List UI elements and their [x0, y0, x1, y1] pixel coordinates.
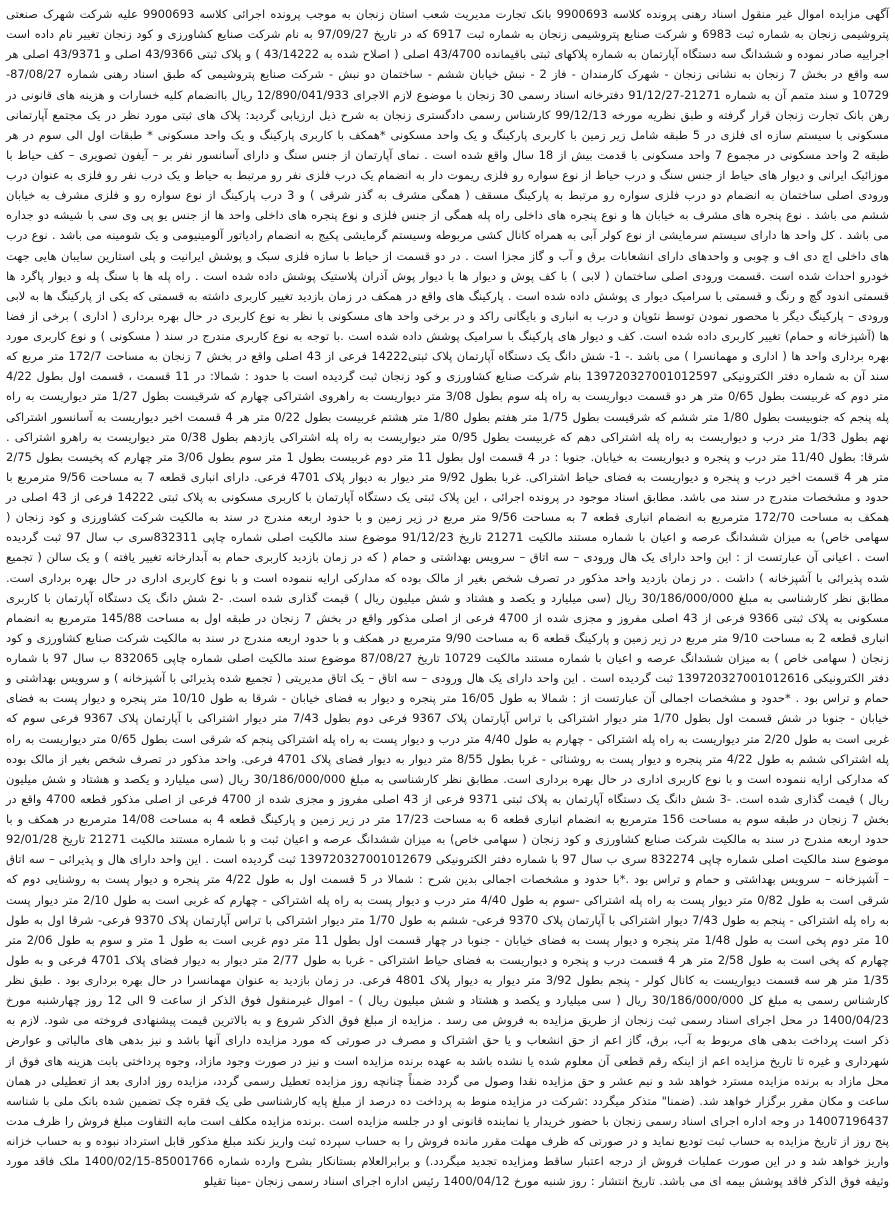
auction-notice-text: آگهی مزایده اموال غیر منقول اسناد رهنی پرونده کلاسه 9900693 بانک تجارت مدیریت شعب استان زنجان به موجب پرونده اجرائی کلاسه 9900693 علیه شرکت شهرک صنعتی پتروشیمی زنجان به شماره ثبت 6983 و شرکت صنایع پتروشیمی زنجان به شماره ثبت 6917 که در تاریخ 97/09/27 به نام شرکت صنایع کشاورزی و کود زنجان تغییر نام داده است اجراییه صادر نموده و ششدانگ سه دستگاه آپارتمان به شماره پلاکهای ثبتی باقیمانده 43/4700 اصلی ( اصلاح شده به 43/14222 ) و پلاک ثبتی 43/9366 اصلی و 43/9371 اصلی هر سه واقع در بخش 7 زنجان به نشانی زنجان - شهرک کارمندان - فاز 2 - نبش خیابان ششم - ساختمان دو نبش - شرکت صنایع پتروشیمی که طبق اسناد رهنی شماره 87/08/27-10729 و سند متمم آن به شماره 21271-91/12/27 دفترخانه اسناد رسمی 30 زنجان با موضوع لازم الاجرای 12/890/041/933 ریال باانضمام کلیه خسارات و هزینه های قانونی در رهن بانک تجارت زنجان قرار گرفته و طبق نظریه مورخه 99/12/13 کارشناس رسمی دادگستری زنجان به شرح ذیل ارزیابی گردید: پلاک های ثبتی مورد نظر در یک مجتمع آپارتمانی مسکونی با سیستم سازه ای فلزی در 5 طبقه شامل زیر زمین با کاربری پارکینگ و یک واحد مسکونی *همکف با کاربری پارکینگ و یک واحد مسکونی * طبقات اول الی سوم در هر طبقه 2 واحد مسکونی در مجموع 7 واحد مسکونی با قدمت بیش از 18 سال واقع شده است . نمای آپارتمان از جنس سنگ و دارای آسانسور نفر بر – آیفون تصویری – کف حیاط با موزائیک ایرانی و دیوار های حیاط از جنس سنگ و درب حیاط از نوع سواره رو فلزی ریموت دار به انضمام یک درب فلزی نفر رو مرتبط به حیاط و یک درب نفر رو فلزی به عنوان درب ورودی اصلی ساختمان به انضمام دو درب فلزی سواره رو مرتبط به پارکینگ مسقف ( همگی مشرف به گذر شرقی ) و 3 درب پارکینگ از نوع سواره رو و فلزی مشرف به خیابان ششم می باشد . نوع پنجره های مشرف به خیابان ها و نوع پنجره های داخلی راه پله همگی از جنس فلزی و نوع پنجره های داخلی واحد ها از جنس یو پی وی سی با شیشه دو جداره می باشد . کل واحد ها دارای سیستم سرمایشی از نوع کولر آبی به همراه کانال کشی مربوطه وسیستم گرمایشی پکیج به انضمام رادیاتور آلومینیومی و یک شومینه می باشد . نوع درب های داخلی اچ دی اف و چوبی و واحدهای دارای انشعابات برق و آب و گاز مجزا است . در دو قسمت از حیاط با سازه فلزی سبک و پوشش ایرانیت و پلی استارین سایبان هایی جهت خودرو احداث شده است .قسمت ورودی اصلی ساختمان ( لابی ) با کف پوش و دیوار ها با دیوار پوش آذران پلاستیک پوشش داده شده است . راه پله ها با سنگ پله و دیوار پاگرد ها قسمتی اندود گچ و رنگ و قسمتی با سرامیک دیوار ی پوشش داده شده است . پارکینگ های واقع در همکف در زمان بازدید تغییر کاربری داشته به قسمتی که یکی از پارکینگ ها به لابی ورودی – پارکینگ دیگر با محصور نمودن توسط نئوپان و درب به انباری و بایگانی راکد و در برخی واحد های مسکونی با نظر به نوع کاربری در حال بهره برداری ( اداری ) برخی از فضا ها (آشپزخانه و حمام) تغییر کاربری داده شده است. کف و دیوار های پارکینگ با سرامیک پوشش داده شده است .با توجه به نوع کاربری مندرج در سند ( مسکونی ) و نوع کاربری مورد بهره برداری واحد ها ( اداری و مهمانسرا ) می باشد .- 1- شش دانگ یک دستگاه آپارتمان پلاک ثبتی14222 فرعی از 43 اصلی واقع در بخش 7 زنجان به مساحت 172/7 متر مربع که سند آن به شماره دفتر الکترونیکی 139720327001012597 بنام شرکت صنایع کشاورزی و کود زنجان ثبت گردیده است با حدود : شمالا: در 11 قسمت ، قسمت اول بطول 4/22 متر دوم که غربیست بطول 0/65 متر هر دو قسمت دیواریست به راه پله سوم بطول 3/08 متر دیواریست به راهروی اشتراکی چهارم که شرقیست بطول 1/27 متر دیواریست به راه پله پنجم که جنوبیست بطول 1/80 متر ششم که شرقیست بطول 1/75 متر هفتم بطول 1/80 متر هشتم غربیست بطول 0/22 متر هر 4 قسمت اخیر دیواریست به آسانسور اشتراکی نهم بطول 1/33 متر درب و دیواریست به راه پله اشتراکی دهم که غربیست بطول 0/95 متر دیواریست به راه پله اشتراکی یازدهم بطول 0/38 متر دیواریست به راهرو اشتراکی . شرقا: بطول 11/40 متر درب و پنجره و دیواریست به خیابان. جنوبا : در 4 قسمت اول بطول 11 متر دوم غربیست بطول 1 متر سوم بطول 3/06 متر چهارم که پخیست بطول 2/75 متر هر 4 قسمت اخیر درب و پنجره و دیواریست به فضای حیاط اشتراکی. غربا بطول 9/92 متر دیوار به دیوار پلاک 4701 فرعی. دارای انباری قطعه 7 به مساحت 9/56 مترمربع با حدود و مشخصات مندرج در سند می باشد. مطابق اسناد موجود در پرونده اجرائی ، این پلاک ثبتی یک دستگاه آپارتمان با کاربری مسکونی به پلاک ثبتی 14222 فرعی از 43 اصلی در همکف به مساحت 172/70 مترمربع به انضمام انباری قطعه 7 به مساحت 9/56 متر مربع در زیر زمین و با حدود اربعه مندرج در سند به مالکیت شرکت کشاورزی و کود زنجان ( سهامی خاص) به میزان ششدانگ عرصه و اعیان با شماره مستند مالکیت 21271 تاریخ 91/12/23 موضوع سند مالکیت اصلی شماره چاپی 832311سری ب سال 97 ثبت گردیده است . اعیانی آن عبارتست از : این واحد دارای یک هال ورودی – سه اتاق – سرویس بهداشتی و حمام ( که در زمان بازدید کاربری حمام به آبدارخانه تغییر یافته ) و یک سالن ( تجمیع شده پذیرائی با آشپزخانه ) داشت . در زمان بازدید واحد مذکور در تصرف شخص بغیر از مالک بوده که مدارکی ارایه ننموده است و با نوع کاربری اداری در حال بهره برداری است. مطابق نظر کارشناسی به مبلغ 30/186/000/000 ریال (سی میلیارد و یکصد و هشتاد و شش میلیون ریال ) قیمت گذاری شده است. -2 شش دانگ یک دستگاه آپارتمان با کاربری مسکونی به پلاک ثبتی 9366 فرعی از 43 اصلی مفروز و مجزی شده از 4700 فرعی از اصلی مذکور واقع در بخش 7 زنجان در طبقه اول به مساحت 145/88 مترمربع به انضمام انباری قطعه 2 به مساحت 9/10 متر مربع در زیر زمین و پارکینگ قطعه 6 به مساحت 9/90 مترمربع در همکف و با حدود اربعه مندرج در سند به مالکیت شرکت صنایع کشاورزی و کود زنجان ( سهامی خاص ) به میزان ششدانگ عرصه و اعیان با شماره مستند مالکیت 10729 تاریخ 87/08/27 موضوع سند مالکیت اصلی شماره چاپی 832065 ب سال 97 با شماره دفتر الکترونیکی 139720327001012616 ثبت گردیده است . این واحد دارای یک هال ورودی – سه اتاق – یک اتاق مدیریتی ( تجمیع شده پذیرائی با آشپزخانه ) و سرویس بهداشتی و حمام و تراس بود . *حدود و مشخصات اجمالی آن عبارتست از : شمالا به طول 16/05 متر پنجره و دیوار به فضای خیابان - شرقا به طول 10/10 متر پنجره و دیوار پست به فضای خیابان - جنوبا در شش قسمت اول بطول 1/70 متر دیوار اشتراکی با تراس آپارتمان پلاک 9367 فرعی دوم بطول 7/43 متر دیوار اشتراکی با آپارتمان پلاک 9367 فرعی سوم که غربی است به طول 2/20 متر دیواریست به راه پله اشتراکی - چهارم به طول 4/40 متر درب و دیوار پست به راه پله اشتراکی پنجم که شرقی است بطول 0/65 متر دیواریست به راه پله اشتراکی ششم به طول 4/22 متر پنجره و دیوار پست به روشنائی - غربا بطول 8/55 متر دیوار به دیوار فضای پلاک 4701 فرعی. واحد مذکور در تصرف شخص بغیر از مالک بوده که مدارکی ارایه ننموده است و با نوع کاربری اداری در حال بهره برداری است. مطابق نظر کارشناسی به مبلغ 30/186/000/000 ریال (سی میلیارد و یکصد و هشتاد و شش میلیون ریال ) قیمت گذاری شده است. -3 شش دانگ یک دستگاه آپارتمان به پلاک ثبتی 9371 فرعی از 43 اصلی مفروز و مجزی شده از 4700 فرعی از اصلی مذکور قطعه 4700 واقع در بخش 7 زنجان در طبقه سوم به مساحت 156 مترمربع به انضمام انباری قطعه 6 به مساحت 17/23 متر در زیر زمین و پارکینگ قطعه 4 به مساحت 14/08 مترمربع در همکف و با حدود اربعه مندرج در سند به مالکیت شرکت صنایع کشاورزی و کود زنجان ( سهامی خاص) به میزان ششدانگ عرصه و اعیان ثبت و با شماره مستند مالکیت 21271 تاریخ 92/01/28 موضوع سند مالکیت اصلی شماره چاپی 832274 سری ب سال 97 با شماره دفتر الکترونیکی 139720327001012679 ثبت گردیده است . این واحد دارای هال و پذیرائی – سه اتاق – آشپزخانه – سرویس بهداشتی و حمام و تراس بود .*با حدود و مشخصات اجمالی بدین شرح : شمالا در 5 قسمت اول به طول 4/22 متر پنجره و دیوار پست به روشنایی دوم که شرقی است به طول 0/82 متر دیوار پست به راه پله اشتراکی -سوم به طول 4/40 متر درب و دیوار پست به راه پله اشتراکی - چهارم که غربی است به طول 2/10 متر دیوار پست به راه پله اشتراکی - پنجم به طول 7/43 دیوار اشتراکی با آپارتمان پلاک 9370 فرعی- ششم به طول 1/70 متر دیوار اشتراکی با تراس آپارتمان پلاک 9370 فرعی- شرقا اول به طول 10 متر دوم پخی است به طول 1/48 متر پنجره و دیوار پست به فضای خیابان - جنوبا در چهار قسمت اول بطول 11 متر دوم غربی است به طول 1 متر و سوم به طول 2/06 متر چهارم که پخی است به طول 2/58 متر هر 4 قسمت درب و پنجره و دیواریست به فضای حیاط اشتراکی - غربا به طول 2/77 متر دیوار به دیوار فضای پلاک 4701 فرعی و به طول 1/35 متر هر سه قسمت دیواریست به کانال کولر - پنجم بطول 3/92 متر دیوار به دیوار پلاک 4801 فرعی. در زمان بازدید به عنوان مهمانسرا در حال بهره برداری بود . طبق نظر کارشناس رسمی به مبلغ کل 30/186/000/000 ریال ( سی میلیارد و یکصد و هشتاد و شش میلیون ریال ) - اموال غیرمنقول فوق الذکر از ساعت 9 الی 12 روز چهارشنبه مورخ 1400/04/23 در محل اجرای اسناد رسمی ثبت زنجان از طریق مزایده به فروش می رسد . مزایده از مبلغ فوق الذکر شروع و به بالاترین قیمت پیشنهادی فروخته می شود. لازم به ذکر است پرداخت بدهی های مربوط به آب، برق، گاز اعم از حق انشعاب و یا حق اشتراک و مصرف در صورتی که مورد مزایده دارای آنها باشد و نیز بدهی های مالیاتی و عوارض شهرداری و غیره تا تاریخ مزایده اعم از اینکه رقم قطعی آن معلوم شده یا نشده باشد به عهده برنده مزایده است و نیز در صورت وجود مازاد، وجوه پرداختی بابت هزینه های فوق از محل مازاد به برنده مزایده مسترد خواهد شد و نیم عشر و حق مزایده نقدا وصول می گردد ضمناً چنانچه روز مزایده تعطیل رسمی گردد، مزایده روز اداری بعد از تعطیلی در همان ساعت و مکان مقرر برگزار خواهد شد. (ضمنا" متذکر میگردد :شرکت در مزایده منوط به پرداخت ده درصد از مبلغ پایه کارشناسی طی یک فقره چک تضمین شده بانک ملی با شناسه 14007196437 در وجه اداره اجرای اسناد رسمی زنجان با حضور خریدار یا نماینده قانونی او در جلسه مزایده است .برنده مزایده مکلف است مابه التفاوت مبلغ فروش را ظرف مدت پنج روز از تاریخ مزایده به حساب ثبت تودیع نماید و در صورتی که ظرف مهلت مقرر مانده فروش را به حساب سپرده ثبت واریز نکند مبلغ مذکور قابل استرداد نبوده و به حساب خزانه واریز خواهد شد و در این صورت عملیات فروش از درجه اعتبار ساقط ومزایده تجدید میگردد.) و برابرالعلام بستانکار بشرح وارده شماره 85001766-1400/02/15 ملک فاقد مورد وثیقه فوق الذکر فاقد پوشش بیمه ای می باشد. تاریخ انتشار : روز شنبه مورخ 1400/04/12 رئیس اداره اجرای اسناد رسمی زنجان -مینا تقیلو [6, 7, 890, 1189]
